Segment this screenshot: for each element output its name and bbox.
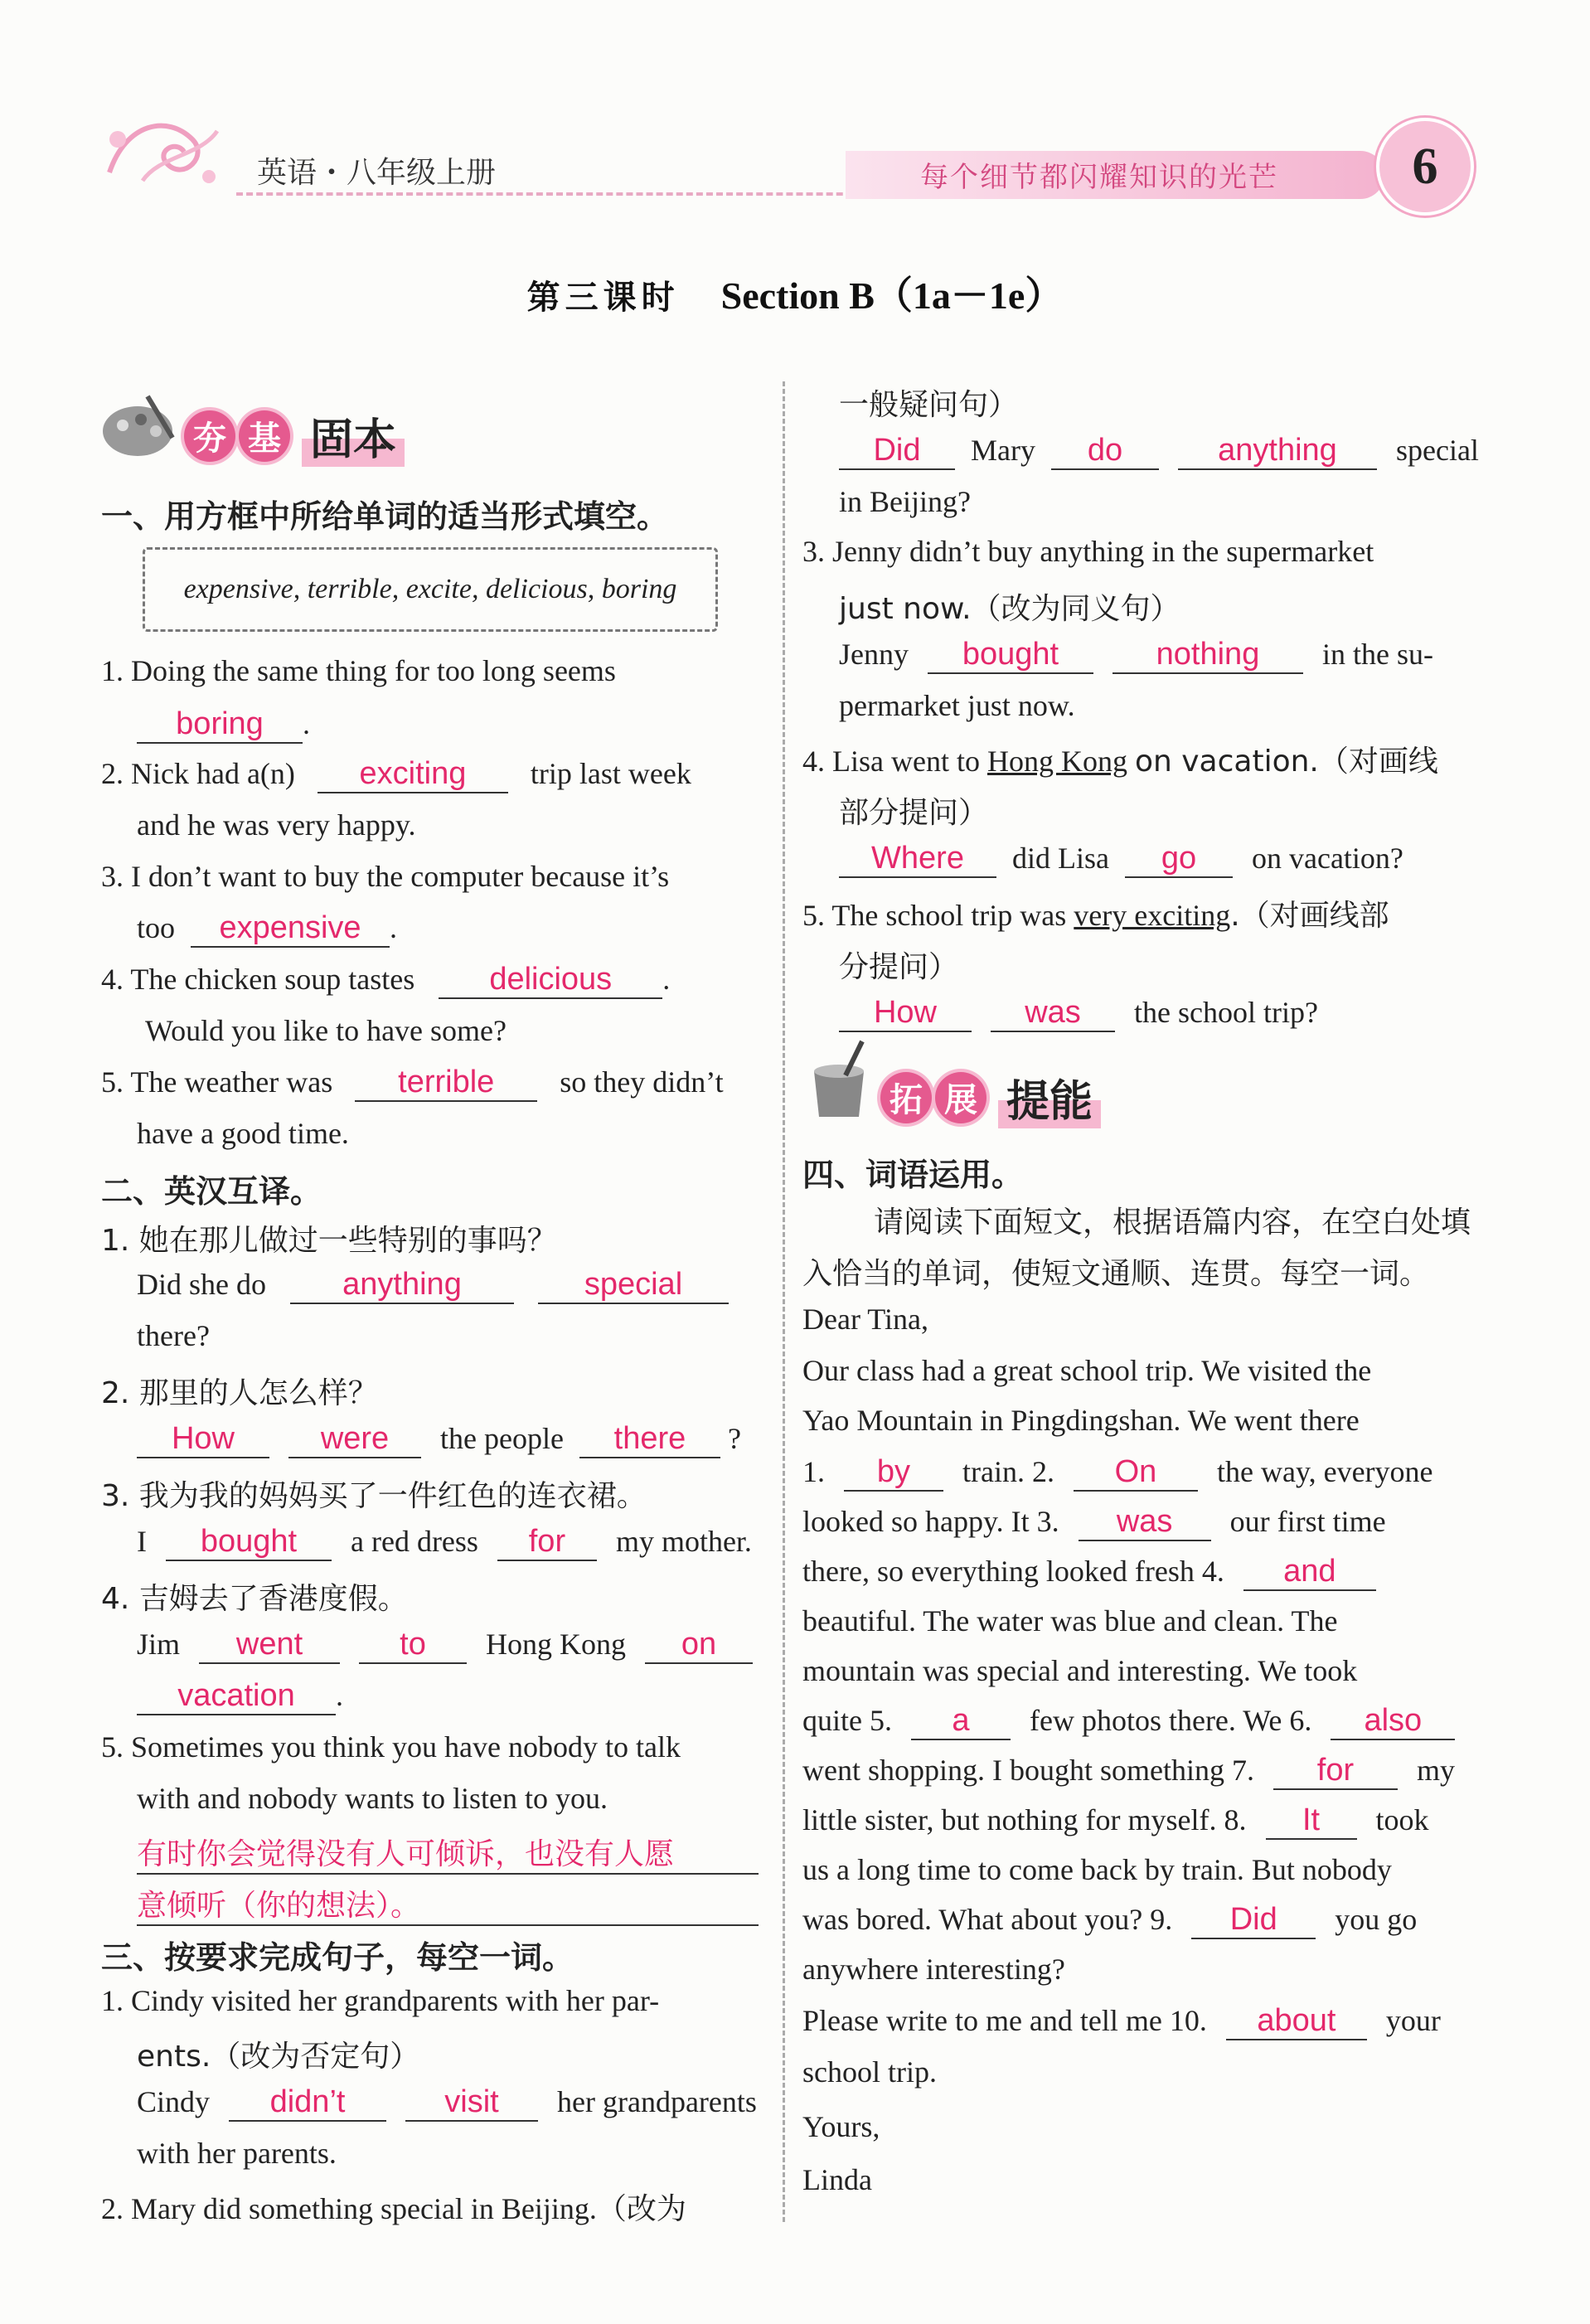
answer-blank[interactable]: special (584, 1267, 683, 1302)
answer-blank[interactable]: a (952, 1703, 970, 1738)
answer-blank[interactable]: there (613, 1421, 686, 1456)
answer-blank[interactable]: Did (873, 433, 921, 468)
text: Please write to me and tell me 10. (802, 2004, 1207, 2037)
text: the people (440, 1422, 564, 1455)
p1-q1-text: 1. Doing the same thing for too long seems (101, 654, 616, 687)
r-q2-line (839, 433, 1479, 470)
answer-blank[interactable]: exciting (359, 756, 467, 791)
answer-blank[interactable]: On (1114, 1454, 1157, 1489)
answer-blank[interactable]: bought (200, 1524, 298, 1559)
r-q4-line (839, 841, 1403, 878)
text: train. 2. (962, 1455, 1054, 1488)
text: the school trip? (1134, 996, 1318, 1029)
letter-line-7: mountain was special and interesting. We took (802, 1654, 1358, 1687)
text: trip last week (530, 757, 691, 790)
palette-icon (98, 388, 181, 463)
text: few photos there. We 6. (1029, 1704, 1312, 1737)
answer-blank[interactable]: for (1316, 1753, 1355, 1788)
lesson-section: Section B（1a－1e） (720, 274, 1064, 317)
text: 5. The weather was (101, 1065, 333, 1099)
answer-blank[interactable]: about (1257, 2003, 1336, 2038)
text: Mary (971, 434, 1035, 467)
answer-blank[interactable]: How (171, 1421, 235, 1456)
answer-blank[interactable]: for (528, 1524, 566, 1559)
answer-blank[interactable]: 意倾听（你的想法）。 (137, 1888, 421, 1922)
text: 1. (802, 1455, 825, 1488)
text: 4. The chicken soup tastes (101, 963, 415, 996)
letter-line-3 (802, 1454, 1433, 1492)
punct: . (662, 963, 671, 996)
p2-q2-line (137, 1421, 741, 1458)
text: her grandparents (557, 2085, 757, 2118)
p1-q2-cont: and he was very happy. (137, 808, 416, 842)
answer-blank[interactable]: expensive (219, 910, 361, 945)
underlined-phrase: very exciting (1074, 899, 1231, 932)
text: on vacation.（对画线 (1134, 745, 1438, 779)
p2-q4-cn: 4. 吉姆去了香港度假。 (101, 1582, 408, 1616)
r-q4-cont: 部分提问） (839, 796, 989, 830)
text: special (1395, 434, 1479, 467)
letter-line-12 (802, 1902, 1417, 1939)
text: 2. Nick had a(n) (101, 757, 295, 790)
p3-q1-cont2: with her parents. (137, 2137, 337, 2170)
r-q2-cont2: in Beijing? (839, 485, 971, 518)
text: I (137, 1525, 147, 1558)
letter-line-2: Yao Mountain in Pingdingshan. We went there (802, 1404, 1360, 1437)
text: was bored. What about you? 9. (802, 1903, 1173, 1936)
p2-q5-answer-line2 (137, 1882, 759, 1926)
text: the way, everyone (1216, 1455, 1433, 1488)
answer-blank[interactable]: were (320, 1421, 390, 1456)
text: Jenny (839, 638, 909, 671)
answer-blank[interactable]: How (873, 995, 938, 1030)
p2-q4-line (137, 1627, 753, 1664)
answer-blank[interactable]: bought (962, 637, 1059, 672)
p2-q2-cn: 2. 那里的人怎么样？ (101, 1376, 378, 1410)
letter-line-14 (802, 2003, 1441, 2040)
text: .（对画线部 (1230, 899, 1389, 933)
r-q5-text (802, 892, 1389, 934)
letter-line-9 (802, 1753, 1455, 1790)
punct: . (390, 911, 398, 944)
p1-q3-answer-line (137, 910, 397, 948)
text: 4. Lisa went to (802, 745, 980, 778)
letter-greeting: Dear Tina, (802, 1303, 928, 1336)
p2-q3-line (137, 1524, 752, 1561)
text: Jim (137, 1628, 181, 1661)
answer-blank[interactable]: went (235, 1627, 303, 1662)
lesson-number: 第三课时 (526, 279, 680, 317)
answer-blank[interactable]: Where (871, 841, 964, 876)
answer-blank[interactable]: was (1025, 995, 1081, 1030)
answer-blank[interactable]: anything (342, 1267, 462, 1302)
answer-blank[interactable]: Did (1229, 1902, 1277, 1937)
p2-q4-cont (137, 1678, 343, 1715)
text: Cindy (137, 2085, 211, 2118)
answer-blank[interactable]: on (681, 1627, 717, 1662)
p3-q1-line (137, 2084, 757, 2122)
r-q3-cont2: permarket just now. (839, 689, 1075, 722)
text: my (1416, 1754, 1455, 1787)
header-slogan: 每个细节都闪耀知识的光芒 (920, 161, 1278, 194)
answer-blank[interactable]: visit (444, 2084, 499, 2119)
text: too (137, 911, 176, 944)
r-q4-text (802, 738, 1438, 780)
p1-q4-cont: Would you like to have some? (145, 1014, 507, 1047)
p2-q5-answer-line1 (137, 1831, 759, 1875)
letter-line-10 (802, 1802, 1429, 1840)
text: my mother. (615, 1525, 752, 1558)
letter-line-15: school trip. (802, 2055, 937, 2089)
letter-line-1: Our class had a great school trip. We visited the (802, 1354, 1372, 1387)
punct: . (336, 1679, 343, 1712)
badge-char-2: 展 (935, 1072, 986, 1123)
text: so they didn’t (560, 1065, 724, 1099)
part4-instruction-1: 请阅读下面短文，根据语篇内容，在空白处填 (874, 1206, 1471, 1240)
text: Did she do (137, 1268, 266, 1301)
text: your (1385, 2004, 1441, 2037)
text: went shopping. I bought something 7. (802, 1754, 1254, 1787)
letter-closing: Yours, (802, 2110, 880, 2143)
text: in the su- (1322, 638, 1433, 671)
p1-q5-line (101, 1065, 724, 1102)
badge-char-2: 基 (239, 410, 290, 462)
p2-q3-cn: 3. 我为我的妈妈买了一件红色的连衣裙。 (101, 1479, 647, 1513)
p3-q2-text: 2. Mary did something special in Beijing.（改为 (101, 2192, 686, 2225)
answer-blank[interactable]: vacation (177, 1678, 295, 1713)
answer-blank[interactable]: anything (1218, 433, 1337, 468)
word-box: expensive, terrible, excite, delicious, boring (143, 547, 718, 632)
r-q3-cont: just now.（改为同义句） (839, 592, 1180, 626)
p1-q3-text: 3. I don’t want to buy the computer because it’s (101, 860, 670, 893)
section-badge-extend (880, 1066, 1101, 1128)
p3-q1-cont: ents.（改为否定句） (137, 2040, 420, 2074)
r-q3-line (839, 637, 1433, 674)
text: our first time (1229, 1505, 1386, 1538)
p3-q1-text: 1. Cindy visited her grandparents with her par- (101, 1984, 660, 2017)
text: took (1375, 1803, 1429, 1836)
punct: . (303, 707, 310, 740)
right-column (783, 0, 1590, 2324)
r-q2-cont: 一般疑问句） (839, 388, 1019, 422)
book-title: 英语・八年级上册 (257, 156, 497, 190)
text: a red dress (351, 1525, 478, 1558)
left-column (0, 0, 783, 2324)
r-q3-text: 3. Jenny didn’t buy anything in the supermarket (802, 535, 1374, 568)
text: did Lisa (1012, 842, 1109, 875)
text: quite 5. (802, 1704, 892, 1737)
page-number: 6 (1376, 118, 1474, 216)
letter-line-11: us a long time to come back by train. But nobody (802, 1853, 1392, 1886)
part1-heading: 一、用方框中所给单词的适当形式填空。 (101, 498, 669, 535)
answer-blank[interactable]: nothing (1156, 637, 1260, 672)
r-q5-line (839, 995, 1318, 1032)
text: on vacation? (1251, 842, 1403, 875)
part4-heading: 四、词语运用。 (802, 1157, 1024, 1193)
letter-line-8 (802, 1703, 1455, 1740)
text: there, so everything looked fresh 4. (802, 1555, 1224, 1588)
letter-line-4 (802, 1504, 1386, 1541)
answer-blank[interactable]: boring (176, 706, 264, 741)
p1-q1-answer-line (137, 706, 310, 744)
p2-q5-cont: with and nobody wants to listen to you. (137, 1782, 608, 1815)
paint-bucket-icon (804, 1038, 879, 1121)
text: looked so happy. It 3. (802, 1505, 1059, 1538)
p2-q1-line (137, 1267, 729, 1304)
part2-heading: 二、英汉互译。 (101, 1173, 322, 1210)
badge-text: 固本 (302, 405, 405, 467)
p1-q4-line (101, 962, 670, 999)
answer-blank[interactable]: terrible (398, 1065, 495, 1099)
badge-text: 提能 (998, 1066, 1101, 1128)
underlined-phrase: Hong Kong (986, 745, 1127, 778)
p1-q5-cont: have a good time. (137, 1117, 349, 1150)
part4-instruction-2: 入恰当的单词，使短文通顺、连贯。每空一词。 (802, 1257, 1430, 1291)
answer-blank[interactable]: go (1161, 841, 1197, 876)
answer-blank[interactable]: also (1364, 1703, 1423, 1738)
letter-line-6: beautiful. The water was blue and clean. The (802, 1604, 1338, 1637)
p2-q1-cn: 1. 她在那儿做过一些特别的事吗？ (101, 1224, 557, 1258)
answer-blank[interactable]: and (1283, 1554, 1336, 1589)
letter-line-5 (802, 1554, 1376, 1591)
text: Hong Kong (486, 1628, 627, 1661)
answer-blank[interactable]: by (876, 1454, 911, 1489)
text: little sister, but nothing for myself. 8. (802, 1803, 1247, 1836)
p2-q1-cont: there? (137, 1319, 210, 1352)
text: you go (1335, 1903, 1418, 1936)
answer-blank[interactable]: do (1087, 433, 1123, 468)
badge-char-1: 拓 (880, 1072, 932, 1123)
letter-signature: Linda (802, 2163, 872, 2196)
answer-blank[interactable]: didn’t (269, 2084, 346, 2119)
text: 5. The school trip was (802, 899, 1067, 932)
answer-blank[interactable]: 有时你会觉得没有人可倾诉，也没有人愿 (137, 1836, 675, 1870)
section-badge-basic (184, 405, 405, 467)
p2-q5-text: 5. Sometimes you think you have nobody to talk (101, 1730, 681, 1764)
p1-q2-line (101, 756, 691, 793)
part3-heading: 三、按要求完成句子，每空一词。 (101, 1939, 574, 1976)
answer-blank[interactable]: It (1302, 1802, 1321, 1837)
badge-char-1: 夯 (184, 410, 235, 462)
letter-line-13: anywhere interesting? (802, 1953, 1065, 1986)
punct: ? (727, 1422, 741, 1455)
answer-blank[interactable]: to (400, 1627, 426, 1662)
answer-blank[interactable]: was (1116, 1504, 1173, 1539)
answer-blank[interactable]: delicious (489, 962, 613, 997)
r-q5-cont: 分提问） (839, 950, 959, 984)
